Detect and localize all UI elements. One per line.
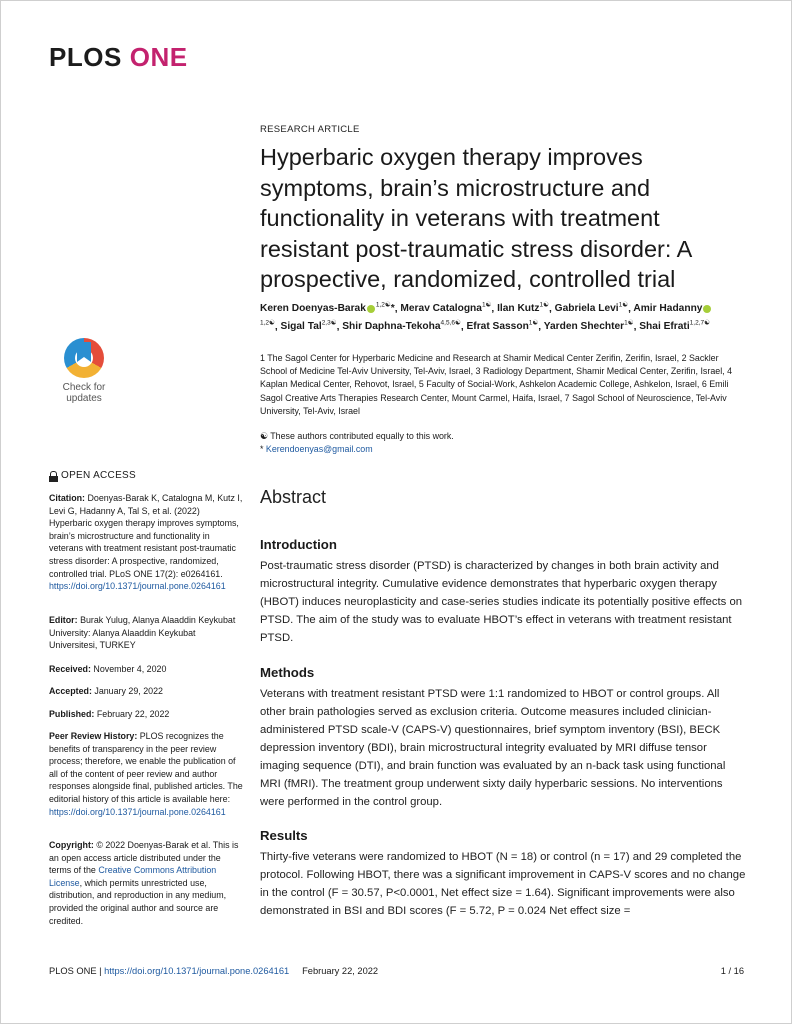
received-date: November 4, 2020	[93, 664, 167, 674]
footer-date: February 22, 2022	[302, 966, 379, 976]
introduction-text: Post-traumatic stress disorder (PTSD) is characterized by changes in both brain activity and microstructural integrity. Cumulative evidence demonstrates that hyperbaric oxygen therapy (HBOT) induces neuroplasticity and case-series studies indicate its potentially positive effects on PTSD. The aim of the study was to evaluate HBOT’s effect in veterans with treatment resistant PTSD.	[260, 560, 743, 644]
author-name: Keren Doenyas-Barak	[260, 303, 366, 315]
copyright-label: Copyright:	[49, 840, 94, 850]
page-number: 1 / 16	[720, 966, 744, 976]
author	[639, 321, 710, 332]
author-name: Ilan Kutz	[497, 303, 540, 315]
author-affiliation-sup: 1☯	[618, 302, 629, 309]
citation-block	[49, 492, 244, 593]
corresponding-email-link[interactable]: Kerendoenyas@gmail.com	[265, 444, 373, 454]
journal-logo[interactable]	[49, 42, 188, 73]
results-heading: Results	[260, 828, 308, 843]
published-date: February 22, 2022	[96, 709, 170, 719]
article-title: Hyperbaric oxygen therapy improves symptoms, brain’s microstructure and functionality in veterans with treatment resistant post-traumatic stress disorder: A prospective, randomized, controlled trial	[260, 144, 691, 292]
author-notes	[260, 430, 454, 456]
methods-text: Veterans with treatment resistant PTSD were 1:1 randomized to HBOT or control groups. All other brain pathologies served as exclusion criteria. Outcome measures included clinician-administered PTSD scale-V (CAPS-V) questionnaires, brief symptom inventory (BSI), BECK depression inventory (BDI), brain microstructural integrity evaluated by MRI diffuse tensor imaging sequence (DTI), and brain function was evaluated by an n-back task using functional MRI (fMRI). The treatment group underwent sixty daily hyperbaric sessions. No interventions were performed in the control group.	[260, 688, 726, 808]
copyright-text-end: , which permits unrestricted use, distribution, and reproduction in any medium, provided the original author and source are credited.	[49, 877, 227, 926]
author-name: Sigal Tal	[280, 321, 322, 333]
accepted-date: January 29, 2022	[94, 686, 163, 696]
author-affiliation-sup: 2,3☯	[321, 319, 337, 327]
peer-review-block	[49, 730, 244, 818]
accepted-label: Accepted:	[49, 686, 92, 696]
author-name: Yarden Shechter	[543, 321, 625, 333]
published-line	[49, 708, 244, 721]
introduction-heading: Introduction	[260, 537, 337, 552]
author-affiliation-sup: 4,5,6☯	[440, 319, 461, 327]
affiliations: 1 The Sagol Center for Hyperbaric Medicine and Research at Shamir Medical Center Zerifin, Zerifin, Israel, 2 Sackler School of Medicine Tel-Aviv University, Tel-Aviv, Israel, 3 Radiology Department, Shamir Medical Center, Zerifin, Israel, 4 Kaplan Medical Center, Rehovot, Israel, 5 Faculty of Social-Work, Ashkelon Academic College, Ashkelon, Israel, 6 Emili Sagol Creative Arts Therapies Research Center, Mount Carmel, Haifa, Israel, 7 Sagol School of Neuroscience, Tel-Aviv University, Tel-Aviv, Israel	[260, 353, 733, 416]
author-list: Keren Doenyas-Barak $^{1,2☯}$*, Merav Catalogna$^{1☯}$, Ilan Kutz$^{1☯}$, Gabriela Levi$^{1☯}$, Amir Hadanny$^{1,2☯}$, Sigal Tal$^{2,3☯}$, Shir Daphna-Tekoha$^{4,5,6☯}$, Efrat Sasson$^{1☯}$, Yarden Shechter$^{1☯}$, Shai Efrati$^{1,2,7☯}$	[260, 299, 730, 335]
received-line	[49, 663, 244, 676]
author	[544, 321, 634, 332]
author-name: Efrat Sasson	[466, 321, 529, 333]
peer-review-link[interactable]: https://doi.org/10.1371/journal.pone.0264161	[49, 806, 226, 817]
author	[497, 303, 549, 314]
author-affiliation-sup: 1,2☯	[260, 319, 275, 327]
corresponding-mark: *	[260, 444, 266, 454]
open-access-label	[49, 470, 136, 481]
author-name: Amir Hadanny	[633, 303, 703, 315]
citation-text: Doenyas-Barak K, Catalogna M, Kutz I, Levi G, Hadanny A, Tal S, et al. (2022) Hyperbaric oxygen therapy improves symptoms, brain’s microstructure and functionality in veterans with treatment resistant post-traumatic stress disorder: A prospective, randomized, controlled trial. PLoS ONE 17(2): e0264161.	[49, 493, 243, 579]
abstract-heading: Abstract	[260, 487, 327, 507]
author-affiliation-sup: 1☯	[528, 319, 539, 327]
author-name: Merav Catalogna	[400, 303, 482, 315]
article-type: RESEARCH ARTICLE	[260, 124, 360, 135]
accepted-line	[49, 685, 244, 698]
footer-journal: PLOS ONE |	[49, 966, 105, 976]
copyright-text: © 2022 Doenyas-Barak et al. This is an open access article distributed under the terms of the	[49, 840, 239, 876]
author-name: Gabriela Levi	[554, 303, 619, 315]
logo-plos: PLOS	[49, 42, 122, 72]
author-affiliation-sup: 1,2,7☯	[689, 319, 710, 327]
orcid-icon[interactable]	[367, 305, 375, 313]
check-for-updates-badge[interactable]	[49, 338, 119, 408]
editor-label: Editor:	[49, 615, 78, 625]
logo-one: ONE	[129, 42, 188, 72]
published-label: Published:	[49, 709, 95, 719]
author-affiliation-sup: 1☯	[481, 302, 492, 309]
citation-label: Citation:	[49, 493, 85, 503]
footer-doi-link[interactable]: https://doi.org/10.1371/journal.pone.0264161	[104, 966, 290, 976]
author-affiliation-sup: 1☯	[539, 302, 549, 309]
orcid-icon[interactable]	[703, 305, 711, 313]
editor-text: Burak Yulug, Alanya Alaaddin Keykubat University: Alanya Alaaddin Keykubat Universitesi, TURKEY	[49, 615, 236, 651]
author	[400, 303, 491, 314]
badge-line2: updates	[66, 393, 102, 404]
equal-contribution-note: ☯ These authors contributed equally to this work.	[260, 431, 454, 441]
author	[555, 303, 628, 314]
page-footer	[49, 966, 744, 976]
open-access-text: OPEN ACCESS	[61, 470, 136, 481]
received-label: Received:	[49, 664, 91, 674]
copyright-block	[49, 839, 244, 927]
results-text: Thirty-five veterans were randomized to HBOT (N = 18) or control (n = 17) and 29 completed the protocol. Following HBOT, there was a significant improvement in CAPS-V scores and no change in the control (F = 30.57, P<0.0001, Net effect size = 1.64). Significant improvements were also demonstrated in BSI and BDI scores (F = 5.72, P = 0.024 Net effect size =	[260, 851, 746, 917]
author	[260, 303, 395, 314]
open-lock-icon	[49, 471, 57, 481]
author-name: Shai Efrati	[639, 321, 690, 333]
peer-review-label: Peer Review History:	[49, 731, 138, 741]
corresponding-asterisk: *	[390, 303, 395, 315]
author-name: Shir Daphna-Tekoha	[342, 321, 441, 333]
author	[342, 321, 461, 332]
editor-block	[49, 614, 244, 652]
methods-heading: Methods	[260, 665, 315, 680]
author-affiliation-sup: 1☯	[624, 319, 634, 327]
cc-license-link[interactable]: Creative Commons Attribution License	[49, 865, 217, 888]
author-affiliation-sup: 1,2☯	[375, 302, 391, 309]
author	[467, 321, 539, 332]
peer-review-text: PLOS recognizes the benefits of transparency in the peer review process; therefore, we enable the publication of all of the content of peer review and author responses alongside final, published articles. The editorial history of this article is available here:	[49, 731, 243, 804]
author	[281, 321, 337, 332]
citation-doi-link[interactable]: https://doi.org/10.1371/journal.pone.0264161	[49, 581, 226, 592]
badge-line1: Check for	[62, 382, 106, 393]
